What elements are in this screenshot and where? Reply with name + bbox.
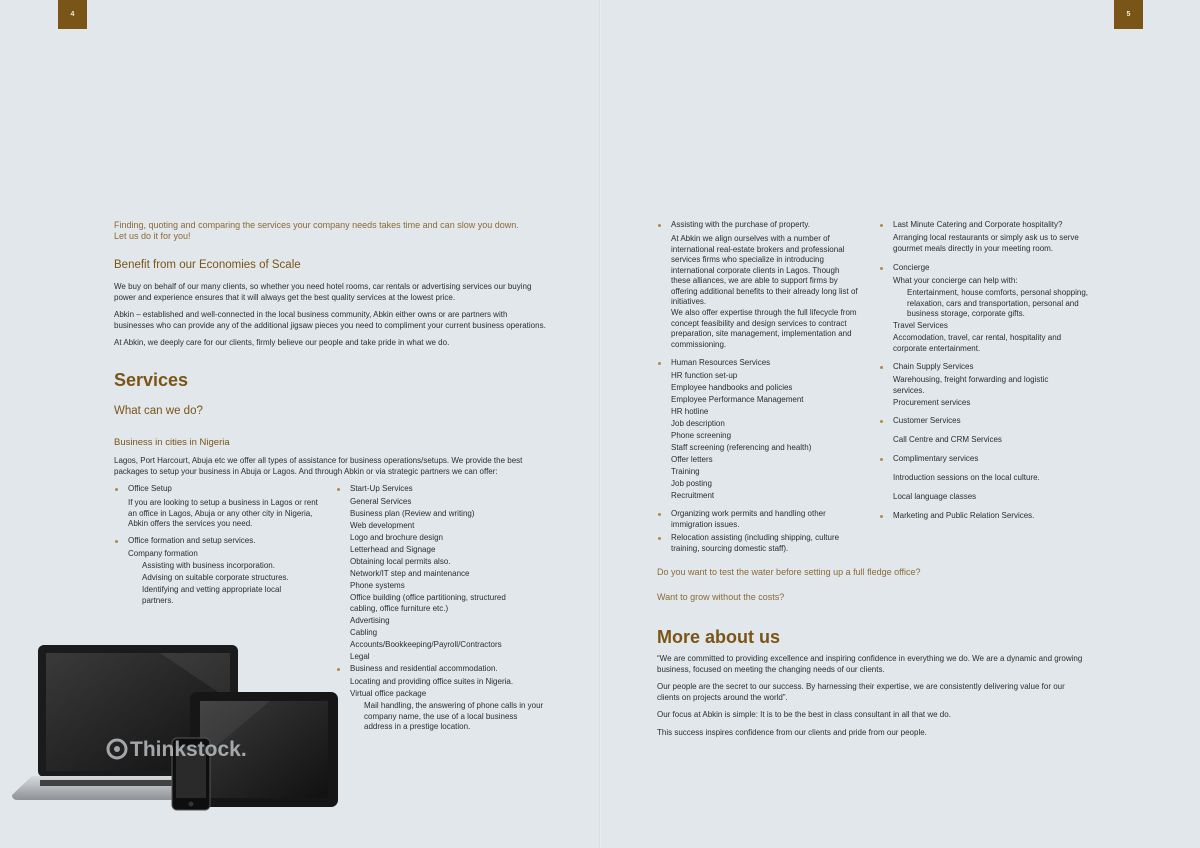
concierge-items: Entertainment, house comforts, personal shopping, relaxation, cars and transportation, personal and business storage, corporate gifts. [907, 288, 1088, 318]
travel-desc: Accomodation, travel, car rental, hospitality and corporate entertainment. [893, 333, 1062, 353]
laptop-tablet-phone-illustration [10, 640, 340, 815]
formation-subitem: Identifying and vetting appropriate local partners. [142, 585, 282, 605]
company-formation: Company formation [128, 549, 198, 558]
right-page [600, 0, 1200, 848]
formation-item: Office formation and setup services. [128, 536, 256, 545]
accommodation-item: Business and residential accommodation. [350, 664, 498, 673]
startup-subitem: General Services [350, 497, 412, 506]
benefit-paragraph: At Abkin, we deeply care for our clients, firmly believe our people and take pride in what we do. [114, 338, 450, 347]
call-centre-item: Call Centre and CRM Services [893, 435, 1002, 444]
formation-subitem: Advising on suitable corporate structures. [142, 573, 289, 582]
purchase-item: Assisting with the purchase of property. [671, 220, 811, 229]
hr-subitem: Training [671, 467, 700, 476]
bullet-icon [880, 267, 883, 270]
bullet-icon [880, 420, 883, 423]
business-heading: Business in cities in Nigeria [114, 437, 230, 448]
more-paragraph: “We are committed to providing excellence and inspiring confidence in everything we do. We are a dynamic and growing business, focused on meeting the changing needs of our clients. [657, 654, 1083, 674]
hr-subitem: Offer letters [671, 455, 713, 464]
purchase-desc: At Abkin we align ourselves with a number of international real-estate brokers and professional services firms who specialize in introducing international corporate clients in Lagos. Though these alliances, we are able to support firms by offering additional benefits to their already long list of initiatives. [671, 234, 858, 306]
purchase-desc: We also offer expertise through the full lifecycle from concept feasibility and design services to contract preparation, site management, implementation and commissioning. [671, 308, 857, 349]
hr-subitem: Phone screening [671, 431, 732, 440]
customer-item: Customer Services [893, 416, 961, 425]
hr-subitem: Employee Performance Management [671, 395, 804, 404]
startup-item: Start-Up Services [350, 484, 413, 493]
question-text: Do you want to test the water before setting up a full fledge office? [657, 567, 921, 577]
what-heading: What can we do? [114, 405, 203, 417]
benefit-paragraph: We buy on behalf of our many clients, so whether you need hotel rooms, car rentals or advertising services our buying power and experience ensures that it will always get the best quality services at the lowest price. [114, 282, 532, 302]
page-number-right: 5 [1114, 0, 1143, 29]
hr-subitem: Recruitment [671, 491, 715, 500]
bullet-icon [115, 488, 118, 491]
more-paragraph: This success inspires confidence from our clients and pride from our people. [657, 728, 927, 737]
question-text: Want to grow without the costs? [657, 592, 785, 602]
bullet-icon [658, 513, 661, 516]
concierge-intro: What your concierge can help with: [893, 276, 1018, 285]
startup-subitem: Legal [350, 652, 370, 661]
startup-subitem: Advertising [350, 616, 390, 625]
intro-line: Finding, quoting and comparing the services your company needs takes time and can slow you down. [114, 220, 519, 230]
benefit-heading: Benefit from our Economies of Scale [114, 259, 301, 271]
concierge-item: Concierge [893, 263, 930, 272]
catering-desc: Arranging local restaurants or simply ask us to serve gourmet meals directly in your meeting room. [893, 233, 1079, 253]
permits-item: Organizing work permits and handling other immigration issues. [671, 509, 826, 529]
business-paragraph: Lagos, Port Harcourt, Abuja etc we offer all types of assistance for business operations/setups. We provide the best packages to setup your business in Abuja or Lagos. And through Abkin or via strategic partners we can offer: [114, 456, 523, 476]
startup-subitem: Business plan (Review and writing) [350, 509, 475, 518]
more-paragraph: Our focus at Abkin is simple: It is to be the best in class consultant in all that we do. [657, 710, 951, 719]
office-setup-desc: If you are looking to setup a business in Lagos or rent an office in Lagos, Abuja or any other city in Nigeria, Abkin offers the services you need. [128, 498, 318, 528]
startup-subitem: Cabling [350, 628, 378, 637]
accommodation-subitem: Virtual office package [350, 689, 427, 698]
hr-subitem: Job posting [671, 479, 712, 488]
startup-subitem: Office building (office partitioning, structured cabling, office furniture etc.) [350, 593, 506, 613]
bullet-icon [880, 224, 883, 227]
accommodation-subitem: Locating and providing office suites in Nigeria. [350, 677, 514, 686]
startup-subitem: Network/IT step and maintenance [350, 569, 470, 578]
bullet-icon [880, 458, 883, 461]
chain-item: Chain Supply Services [893, 362, 974, 371]
hr-subitem: Staff screening (referencing and health) [671, 443, 812, 452]
catering-item: Last Minute Catering and Corporate hospitality? [893, 220, 1063, 229]
hr-subitem: HR function set-up [671, 371, 738, 380]
startup-subitem: Logo and brochure design [350, 533, 443, 542]
more-heading: More about us [657, 627, 781, 647]
chain-desc: Warehousing, freight forwarding and logistic services. [893, 375, 1049, 395]
startup-subitem: Web development [350, 521, 415, 530]
travel-item: Travel Services [893, 321, 948, 330]
bullet-icon [115, 540, 118, 543]
benefit-paragraph: Abkin – established and well-connected in the local business community, Abkin either owns or are partners with businesses who can provide any of the additional jigsaw pieces you need to compliment your current business operations. [114, 310, 546, 330]
language-item: Local language classes [893, 492, 977, 501]
introduction-item: Introduction sessions on the local culture. [893, 473, 1040, 482]
startup-subitem: Letterhead and Signage [350, 545, 436, 554]
watermark-text: Thinkstock. [130, 738, 247, 761]
hr-subitem: Job description [671, 419, 725, 428]
formation-subitem: Assisting with business incorporation. [142, 561, 275, 570]
intro-line: Let us do it for you! [114, 231, 191, 241]
bullet-icon [880, 366, 883, 369]
bullet-icon [337, 488, 340, 491]
bullet-icon [658, 224, 661, 227]
services-heading: Services [114, 370, 189, 390]
marketing-item: Marketing and Public Relation Services. [893, 511, 1035, 520]
intro-text [114, 220, 554, 242]
startup-subitem: Obtaining local permits also. [350, 557, 451, 566]
bullet-icon [880, 515, 883, 518]
more-paragraph: Our people are the secret to our success. By harnessing their expertise, we are consistently delivering value for our clients on projects around the world”. [657, 682, 1065, 702]
relocation-item: Relocation assisting (including shipping, culture training, sourcing domestic staff). [671, 533, 840, 553]
startup-subitem: Accounts/Bookkeeping/Payroll/Contractors [350, 640, 502, 649]
complimentary-item: Complimentary services [893, 454, 979, 463]
bullet-icon [658, 362, 661, 365]
page-number-left: 4 [58, 0, 87, 29]
hr-item: Human Resources Services [671, 358, 771, 367]
hr-subitem: HR hotline [671, 407, 709, 416]
procurement-item: Procurement services [893, 398, 971, 407]
virtual-office-desc: Mail handling, the answering of phone calls in your company name, the use of a local business address in a prestige location. [364, 701, 544, 731]
startup-subitem: Phone systems [350, 581, 405, 590]
bullet-icon [658, 537, 661, 540]
office-setup-item: Office Setup [128, 484, 172, 493]
devices-image [10, 640, 340, 815]
hr-subitem: Employee handbooks and policies [671, 383, 793, 392]
